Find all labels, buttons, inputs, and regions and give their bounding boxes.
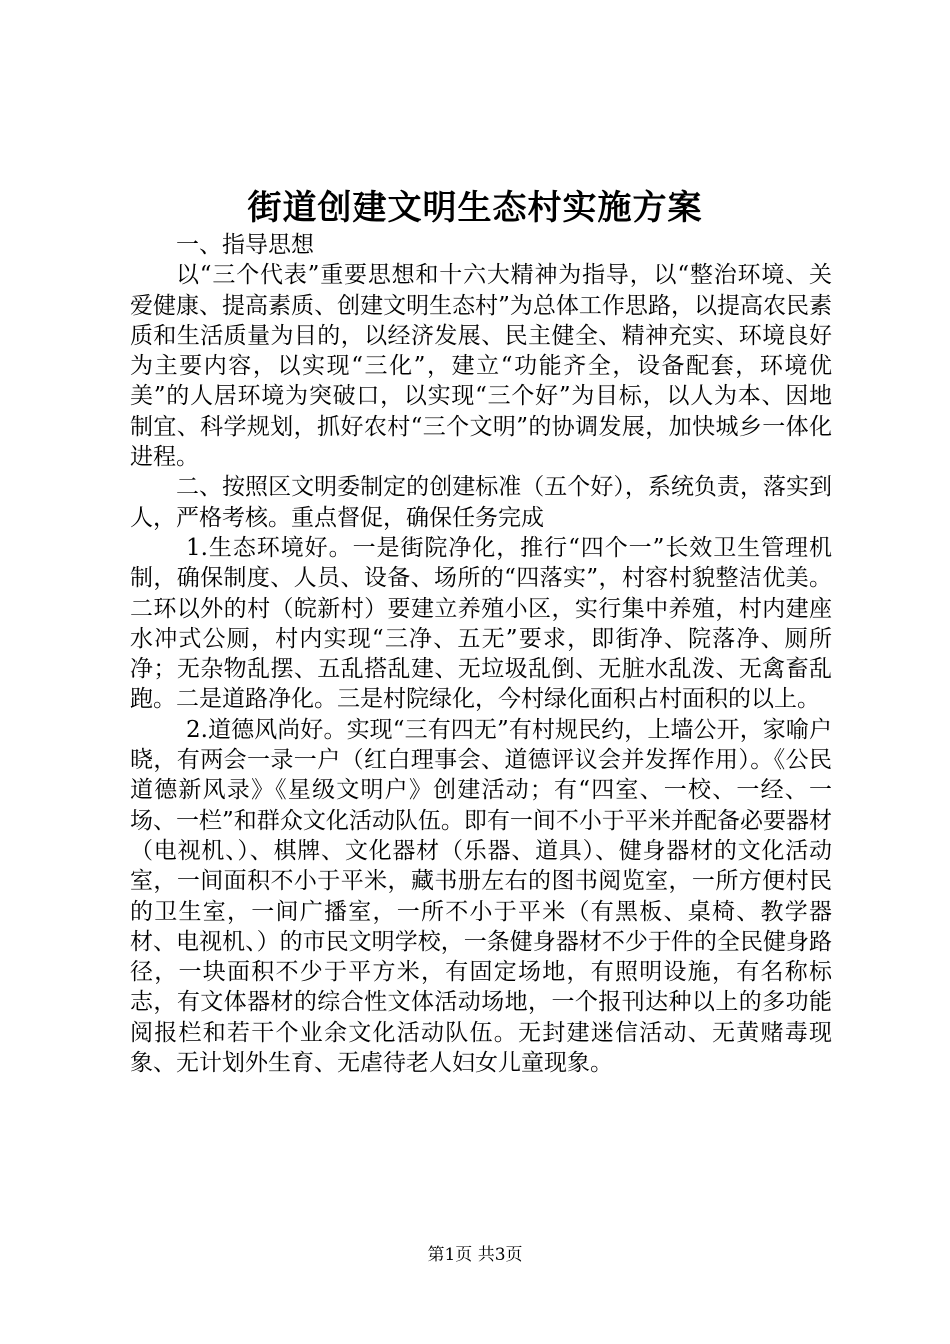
section-1-paragraph: 以“三个代表”重要思想和十六大精神为指导，以“整治环境、关爱健康、提高素质、创建文明生态村”为总体工作思路，以提高农民素质和生活质量为目的，以经济发展、民主健全、精神充实、环境良好为主要内容，以实现“三化”，建立“功能齐全，设备配套，环境优美”的人居环境为突破口，以实现“三个好”为目标，以人为本、因地制宜、科学规划，抓好农村“三个文明”的协调发展，加快城乡一体化进程。	[130, 262, 832, 471]
section-2-item-2: 2.道德风尚好。实现“三有四无”有村规民约，上墙公开，家喻户晓，有两会一录一户（红白理事会、道德评议会并发挥作用）。《公民道德新风录》《星级文明户》创建活动；有“四室、一校、一经、一场、一栏”和群众文化活动队伍。即有一间不小于平米并配备必要器材（电视机、）、棋牌、文化器材（乐器、道具）、健身器材的文化活动室，一间面积不小于平米，藏书册左右的图书阅览室，一所方便村民的卫生室，一间广播室，一所不小于平米（有黑板、桌椅、教学器材、电视机、）的市民文明学校，一条健身器材不少于件的全民健身路径，一块面积不少于平方米，有固定场地，有照明设施，有名称标志，有文体器材的综合性文体活动场地，一个报刊达种以上的多功能阅报栏和若干个业余文化活动队伍。无封建迷信活动、无黄赌毒现象、无计划外生育、无虐待老人妇女儿童现象。	[130, 716, 832, 1077]
document-body	[130, 230, 832, 1078]
section-2-heading: 二、按照区文明委制定的创建标准（五个好），系统负责，落实到人，严格考核。重点督促，确保任务完成	[130, 474, 832, 531]
section-1-heading: 一、指导思想	[176, 232, 314, 258]
page-footer: 第1页 共3页	[427, 1245, 523, 1265]
section-2-item-1: 1.生态环境好。一是街院净化，推行“四个一”长效卫生管理机制，确保制度、人员、设备、场所的“四落实”，村容村貌整洁优美。二环以外的村（皖新村）要建立养殖小区，实行集中养殖，村内建座水冲式公厕，村内实现“三净、五无”要求，即街净、院落净、厕所净；无杂物乱摆、五乱搭乱建、无垃圾乱倒、无脏水乱泼、无禽畜乱跑。二是道路净化。三是村院绿化，今村绿化面积占村面积的以上。	[130, 534, 832, 713]
document-title: 街道创建文明生态村实施方案	[247, 188, 703, 228]
